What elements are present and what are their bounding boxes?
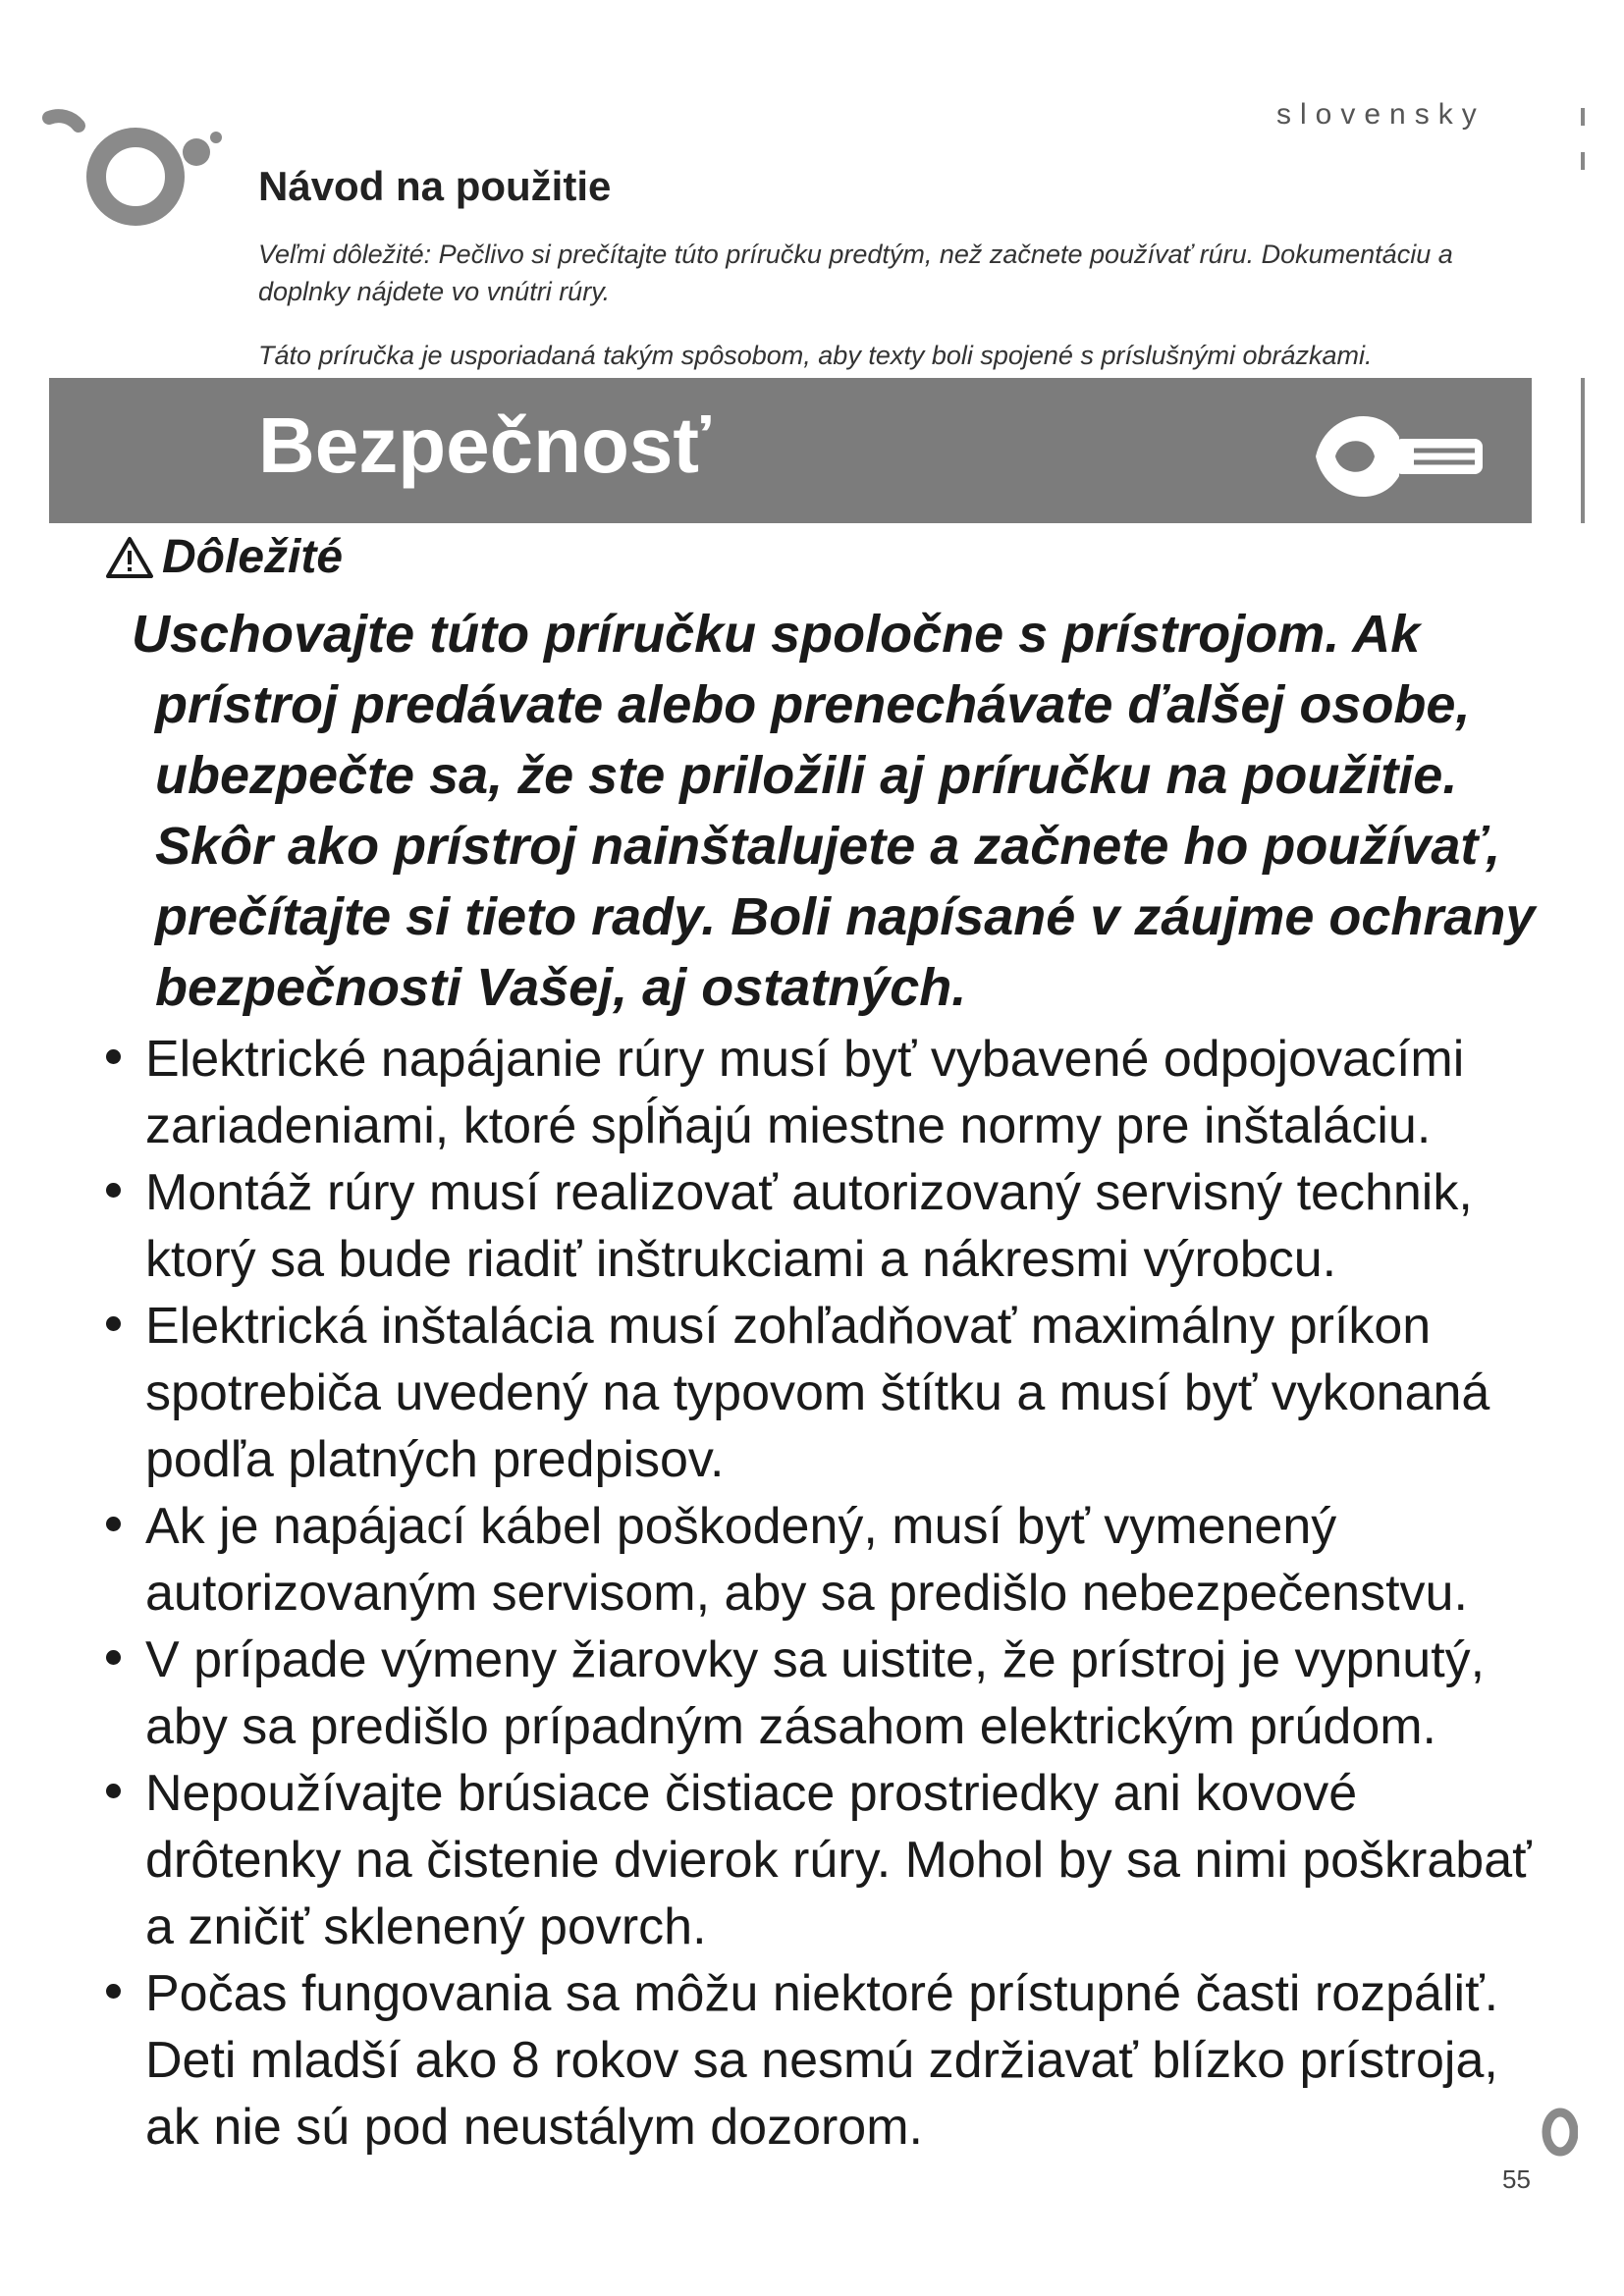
edge-mark — [1581, 152, 1585, 170]
list-item — [98, 1293, 1551, 1493]
list-item-text: Elektrická inštalácia musí zohľadňovať maximálny príkon spotrebiča uvedený na typovom štítku a musí byť vykonaná podľa platných predpisov. — [145, 1298, 1490, 1488]
list-item — [98, 1960, 1551, 2161]
intro-paragraph: Táto príručka je usporiadaná takým spôsobom, aby texty boli spojené s príslušnými obrázkami. — [258, 341, 1373, 370]
wrench-icon — [1306, 398, 1492, 515]
list-item — [98, 1627, 1551, 1760]
list-item — [98, 1159, 1551, 1293]
important-text: Uschovajte túto príručku spoločne s prístrojom. Ak prístroj predávate alebo prenechávate ďalšej osobe, ubezpečte sa, že ste priložili aj príručku na použitie. Skôr ako prístroj nainštalujete a začnete ho používať, prečítajte si tieto rady. Boli napísané v záujme ochrany bezpečnosti Vašej, aj ostatných. — [132, 605, 1536, 1017]
warning-triangle-icon — [105, 536, 154, 579]
safety-list — [98, 1026, 1551, 2161]
bullet-dot — [106, 1650, 121, 1665]
important-label: Dôležité — [162, 531, 344, 583]
list-item — [98, 1493, 1551, 1627]
list-item — [98, 1760, 1551, 1960]
important-heading — [105, 530, 343, 584]
list-item-text: Elektrické napájanie rúry musí byť vybavené odpojovacími zariadeniami, ktoré spĺňajú miestne normy pre inštaláciu. — [145, 1031, 1465, 1154]
page-number: 55 — [1502, 2164, 1531, 2194]
list-item-text: Montáž rúry musí realizovať autorizovaný servisný technik, ktorý sa bude riadiť inštrukciami a nákresmi výrobcu. — [145, 1164, 1473, 1288]
section-title: Bezpečnosť — [258, 401, 711, 489]
list-item-text: Ak je napájací kábel poškodený, musí byť vymenený autorizovaným servisom, aby sa predišlo nebezpečenstvu. — [145, 1498, 1468, 1622]
bullet-dot — [106, 1984, 121, 1999]
list-item — [98, 1026, 1551, 1159]
bullet-dot — [106, 1517, 121, 1531]
edge-mark — [1581, 108, 1585, 126]
intro-paragraph: Veľmi dôležité: Pečlivo si prečítajte túto príručku predtým, než začnete používať rúru. Dokumentáciu a doplnky nájdete vo vnútri rúry. — [258, 240, 1453, 306]
manual-title: Návod na použitie — [258, 163, 612, 209]
language-label: slovensky — [1276, 98, 1486, 131]
bullet-dot — [106, 1316, 121, 1331]
page-corner-icon — [1537, 2106, 1578, 2160]
list-item-text: Nepoužívajte brúsiace čistiace prostriedky ani kovové drôtenky na čistenie dvierok rúry. Mohol by sa nimi poškrabať a zničiť sklenený povrch. — [145, 1765, 1532, 1955]
list-item-text: V prípade výmeny žiarovky sa uistite, že prístroj je vypnutý, aby sa predišlo prípadným zásahom elektrickým prúdom. — [145, 1631, 1486, 1755]
bullet-dot — [106, 1183, 121, 1198]
bullet-dot — [106, 1049, 121, 1064]
edge-mark — [1581, 378, 1585, 523]
bullet-dot — [106, 1784, 121, 1798]
brand-logo — [39, 98, 226, 236]
list-item-text: Počas fungovania sa môžu niektoré prístupné časti rozpáliť. Deti mladší ako 8 rokov sa nesmú zdržiavať blízko prístroja, ak nie sú pod neustálym dozorom. — [145, 1965, 1499, 2156]
